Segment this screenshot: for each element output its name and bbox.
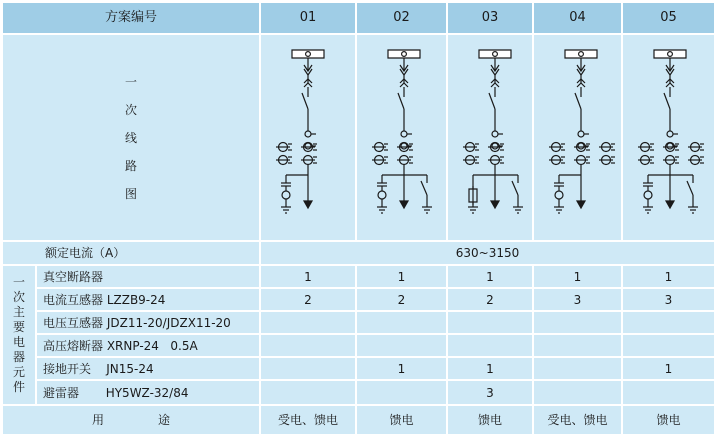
circuit-diagram-04 xyxy=(534,35,621,240)
diagram-label-char: 图 xyxy=(124,186,137,201)
usage-label-char: 途 xyxy=(158,413,171,427)
rated-current-value: 630~3150 xyxy=(261,242,714,264)
component-value xyxy=(534,358,621,379)
component-value: 1 xyxy=(261,266,355,287)
component-value xyxy=(448,312,532,333)
component-value xyxy=(534,381,621,404)
component-value: 2 xyxy=(357,289,446,310)
usage-value: 馈电 xyxy=(357,406,446,434)
component-value xyxy=(261,358,355,379)
usage-value: 受电、馈电 xyxy=(534,406,621,434)
component-value: 2 xyxy=(261,289,355,310)
usage-value: 受电、馈电 xyxy=(261,406,355,434)
header-scheme-01: 01 xyxy=(261,3,355,33)
diagram-label-char: 路 xyxy=(124,158,137,173)
component-value xyxy=(623,335,714,356)
circuit-diagram-05 xyxy=(623,35,714,240)
components-group-label xyxy=(3,266,35,404)
header-scheme-05: 05 xyxy=(623,3,714,33)
component-value: 1 xyxy=(534,266,621,287)
component-value: 1 xyxy=(357,358,446,379)
component-value xyxy=(448,335,532,356)
component-value: 1 xyxy=(448,266,532,287)
component-value: 1 xyxy=(357,266,446,287)
component-value: 1 xyxy=(623,358,714,379)
component-value xyxy=(357,381,446,404)
component-name: 真空断路器 xyxy=(37,266,259,287)
component-value: 2 xyxy=(448,289,532,310)
component-value xyxy=(623,312,714,333)
components-label-char: 次 xyxy=(12,290,25,304)
circuit-diagram-03 xyxy=(448,35,532,240)
usage-value: 馈电 xyxy=(448,406,532,434)
component-value: 3 xyxy=(623,289,714,310)
component-value xyxy=(357,312,446,333)
usage-label-char: 用 xyxy=(91,413,104,427)
diagram-label-char: 线 xyxy=(124,130,137,145)
component-value: 1 xyxy=(623,266,714,287)
component-value xyxy=(534,312,621,333)
usage-value: 馈电 xyxy=(623,406,714,434)
components-label-char: 件 xyxy=(12,380,25,394)
circuit-diagram-02 xyxy=(357,35,446,240)
rated-current-label: 额定电流（A） xyxy=(3,242,259,264)
header-scheme-02: 02 xyxy=(357,3,446,33)
component-value xyxy=(357,335,446,356)
header-scheme-03: 03 xyxy=(448,3,532,33)
component-value xyxy=(623,381,714,404)
header-scheme-label: 方案编号 xyxy=(3,3,259,33)
diagram-label-char: 次 xyxy=(124,102,137,117)
diagram-row-label xyxy=(3,35,259,240)
usage-label xyxy=(3,406,259,434)
components-label-char: 器 xyxy=(12,350,25,364)
header-scheme-04: 04 xyxy=(534,3,621,33)
components-label-char: 主 xyxy=(12,305,25,319)
component-name: 电压互感器 JDZ11-20/JDZX11-20 xyxy=(37,312,259,333)
diagram-label-char: 一 xyxy=(124,74,137,89)
component-value xyxy=(261,335,355,356)
component-value xyxy=(534,335,621,356)
component-value: 3 xyxy=(534,289,621,310)
component-value: 1 xyxy=(448,358,532,379)
components-label-char: 电 xyxy=(12,335,25,349)
component-value xyxy=(261,312,355,333)
component-name: 电流互感器 LZZB9-24 xyxy=(37,289,259,310)
component-name: 接地开关 JN15-24 xyxy=(37,358,259,379)
circuit-diagram-01 xyxy=(261,35,355,240)
components-label-char: 要 xyxy=(12,320,25,334)
component-name: 高压熔断器 XRNP-24 0.5A xyxy=(37,335,259,356)
components-label-char: 元 xyxy=(12,365,25,379)
component-value: 3 xyxy=(448,381,532,404)
components-label-char: 一 xyxy=(12,275,25,289)
component-name: 避雷器 HY5WZ-32/84 xyxy=(37,381,259,404)
component-value xyxy=(261,381,355,404)
